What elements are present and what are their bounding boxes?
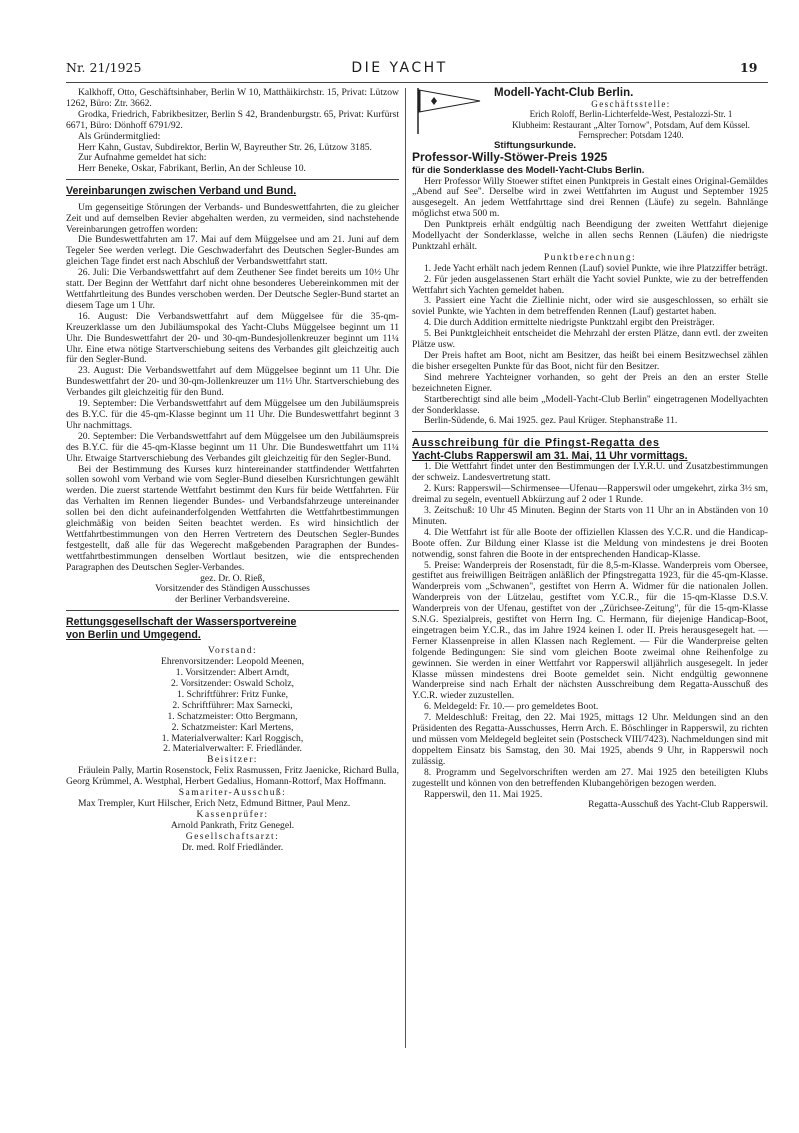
officer-line: 1. Materialverwalter: Karl Roggisch, (161, 732, 304, 744)
arzt-name: Dr. med. Rolf Friedländer. (181, 841, 284, 853)
rule-item: Startberechtigt sind alle beim „Modell-Yacht-Club Berlin" eingetragenen Modellyachten der Sonderklasse. (412, 393, 768, 416)
officer-line: 2. Schriftführer: Max Sarnecki, (172, 699, 293, 711)
rule-item: Der Preis haftet am Boot, nicht am Besitzer, das heißt bei einem Besitzwechsel zählen die bisher ersegelten Punkte für das Boot, nicht für den Besitzer. (412, 350, 768, 372)
signature-line: der Berliner Verbandsvereine. (175, 594, 290, 606)
regatta-item: 7. Meldeschluß: Freitag, den 22. Mai 1925, mittags 12 Uhr. Meldungen sind an den Präsidenten des Regatta-Ausschusses, Herrn Arch. E. Böschlinger in Rapperswil, zu richten und müssen vom Meldegeld begleitet sein (Postscheck VIII/7423). Nachmeldungen sind mit doppeltem Einsatz bis Samstag, den 30. Mai 1925, abends 9 Uhr, in Rapperswil noch zulässig. (412, 712, 768, 767)
rule-item: 5. Bei Punktgleichheit entscheidet die Mehrzahl der ersten Plätze, dann evtl. der zweiten Plätze usw. (412, 328, 768, 351)
issue-number: Nr. 21/1925 (66, 60, 142, 75)
kassen-label: Kassenprüfer: (196, 808, 269, 820)
right-column (412, 88, 768, 811)
kassen-list: Arnold Pankrath, Fritz Genegel. (170, 819, 295, 831)
regatta-date: Rapperswil, den 11. Mai 1925. (424, 788, 543, 800)
prize-signature: Berlin-Südende, 6. Mai 1925. gez. Paul Krüger. Stephanstraße 11. (424, 415, 678, 427)
officer-line: 1. Schatzmeister: Otto Bergmann, (167, 710, 298, 722)
signature-line: gez. Dr. O. Rieß, (200, 572, 265, 584)
section-title-rettung-2: von Berlin und Umgegend. (66, 628, 201, 641)
founder-label: Als Gründermitglied: (78, 130, 161, 142)
paragraph: Herr Professor Willy Stoewer stiftet einen Punktpreis in Gestalt eines Original-Gemäldes „Abend auf See". Derselbe wird in zwei Wettfahrten im August und September 1925 ausgesegelt. An jedem Wettfahrttage sind drei Rennen (Läufe) zu segeln. Bahnlänge möglichst etwa 500 m. (412, 175, 768, 220)
paragraph: 23. August: Die Verbandswettfahrt auf dem Müggelsee beginnt um 11 Uhr. Die Bundeswettfahrt der 20- und 30-qm-Jollenkreuzer um 11½ Uhr. Startverschiebung des Verbandes gilt gleichzeitig für den Bund. (66, 365, 399, 399)
club-header (412, 88, 768, 151)
rule-item: 3. Passiert eine Yacht die Ziellinie nicht, oder wird sie ausgeschlossen, so erhält sie soviel Punkte, wie Yachten in dem betreffenden Rennen (Lauf) gestartet haben. (412, 295, 768, 318)
prize-title: Professor-Willy-Stöwer-Preis 1925 (412, 150, 608, 164)
rule-item: 2. Für jeden ausgelassenen Start erhält die Yacht soviel Punkte, wie zu der betreffenden Wettfahrt sich Yachten gemeldet haben. (412, 273, 768, 296)
regatta-item: 1. Die Wettfahrt findet unter den Bestimmungen der I.Y.R.U. und Zusatzbestimmungen der schweiz. Landesvertretung statt. (412, 461, 768, 484)
officer-line: 2. Vorsitzender: Oswald Scholz, (170, 678, 294, 689)
paragraph: Bei der Bestimmung des Kurses kurz hintereinander stattfindender Wettfahrten sollen sowohl vom Verband wie vom Segler-Bund dieselben Kursrichtungen gewählt werden. Die zuerst startende Wettfahrt bestimmt den Kurs für beide Wettfahrten. Für das Verhalten im Rennen liegender Bundes- und Verbandsfahrzeuge untereinander sollen bei den dicht aufeinanderfolgenden Wettfahrten die Wettfahrtbestimmungen gleichmäßig von beiden Seiten beachtet werden. Es wird hinsichtlich der Wettfahrtbestimmungen von den Herren Vertretern des Deutschen Segler-Bundes festgestellt, daß alle für das Wegerecht maßgebenden Paragraphen der Bundes-wettfahrtbestimmungen denselben Wortlaut besitzen, wie die entsprechenden Paragraphen des Deutschen Segler-Verbandes. (66, 463, 399, 573)
section-rule (66, 610, 399, 611)
vorstand-label: Vorstand: (207, 645, 258, 657)
beisitzer-list: Fräulein Pally, Martin Rosenstock, Felix Rasmussen, Fritz Jaenicke, Richard Bulla, Georg Krümmel, A. Westphal, Herbert Gedalius, Homann-Rottorf, Max Hoffmann. (66, 765, 399, 788)
admit-entry: Herr Beneke, Oskar, Fabrikant, Berlin, An der Schleuse 10. (78, 163, 306, 175)
regatta-item: 6. Meldegeld: Fr. 10.— pro gemeldetes Boot. (424, 701, 599, 713)
regatta-item: 5. Preise: Wanderpreis der Rosenstadt, für die 8,5-m-Klasse. Wanderpreis vom Obersee, gestiftet aus freiwilligen Beiträgen anläßlich der Pfingstregatta 1923, für die 45-qm-Klasse. Wanderpreis vom „Schwanen", gestiftet von Herrn A. Widmer für die nationalen Jollen. Wanderpreis von der Lützelau, gestiftet vom Y.C.R., für die 15-qm-Klasse D.S.V. Wanderpreis von der Ufenau, gestiftet von der „Zürichsee-Zeitung", für die 15-qm-Klasse S.N.G. Spezialpreis, gestiftet von Herrn Ing. C. Hermann, für diejenige Handicap-Boot, eingetragen beim Y.C.R., das im Jahre 1924 keinen I. oder II. Preis herausgesegelt hat. — Ferner Klassenpreise in allen Klassen nach Reglement. — Für die Wanderpreise gelten folgende Bedingungen: Sie sind vom gleichen Boote zweimal ohne Reihenfolge zu gewinnen. Sie werden in einer Wettfahrt vor Rapperswil alljährlich ausgesegelt. In jeder Klasse müssen mindestens drei Boote gemeldet sein. Nicht endgültig gewonnene Wanderpreise sind nach Erhalt der nächsten Ausschreibung dem Regatta-Ausschuß des Y.C.R. wieder zuzustellen. (412, 559, 768, 702)
founder-entry: Herr Kahn, Gustav, Subdirektor, Berlin W, Bayreuther Str. 26, Lützow 3185. (78, 141, 372, 153)
member-entry: Grodka, Friedrich, Fabrikbesitzer, Berlin S 42, Brandenburgstr. 65, Privat: Kurfürst 6671, Büro: Dönhoff 6791/92. (66, 108, 399, 131)
regatta-title: Ausschreibung für die Pfingst-Regatta des (412, 437, 660, 450)
paragraph: 19. September: Die Verbandswettfahrt auf dem Müggelsee um den Jubiläumspreis des B.Y.C. für die 45-qm-Klasse beginnt um 11 Uhr. Die Bundeswettfahrt beginnt 3 Uhr nachmittags. (66, 398, 399, 431)
paragraph: 16. August: Die Verbandswettfahrt auf dem Müggelsee für die 35-qm-Kreuzerklasse um den Jubiläumspokal des Yacht-Clubs Müggelsee beginnt um 11 Uhr. Die Bundeswettfahrt der 20- und 30-qm-Bundesjollenkreuzer beginnt um 11¼ Uhr. Eine etwa nötige Startverschiebung seitens des Verbandes gilt gleichzeitig auch für den Segler-Bund. (66, 310, 399, 366)
regatta-item: 3. Zeitschuß: 10 Uhr 45 Minuten. Beginn der Starts von 11 Uhr an in Abständen von 10 Minuten. (412, 504, 768, 527)
officer-line: 1. Vorsitzender: Albert Arndt, (175, 667, 290, 679)
section-rule (66, 179, 399, 180)
regatta-title-2: Yacht-Clubs Rapperswil am 31. Mai, 11 Uhr vormittags. (412, 449, 688, 462)
section-title-rettung: Rettungsgesellschaft der Wassersportvereine (66, 616, 297, 629)
samariter-list: Max Trempler, Kurt Hilscher, Erich Netz, Edmund Bittner, Paul Menz. (78, 797, 351, 809)
stiftung-label: Stiftungsurkunde. (494, 139, 577, 151)
officer-line: 2. Materialverwalter: F. Friedländer. (163, 743, 302, 755)
left-column (66, 88, 399, 854)
officer-line: 1. Schriftführer: Fritz Funke, (176, 688, 289, 700)
header-rule (66, 82, 768, 83)
rule-item: 1. Jede Yacht erhält nach jedem Rennen (Lauf) soviel Punkte, wie ihre Platzziffer beträgt. (424, 262, 768, 274)
rule-item: Sind mehrere Yachteigner vorhanden, so geht der Preis an den an erster Stelle bezeichneten Eigner. (412, 371, 768, 394)
paragraph: Um gegenseitige Störungen der Verbands- und Bundeswettfahrten, die zu gleicher Zeit und auf demselben Revier abgehalten werden, zu vermeiden, sind nachstehende Vereinbarungen getroffen worden: (66, 201, 399, 235)
arzt-label: Gesellschaftsarzt: (185, 830, 280, 842)
beisitzer-label: Beisitzer: (207, 754, 258, 766)
office-label: Geschäftsstelle: (591, 98, 671, 109)
regatta-item: 8. Programm und Segelvorschriften werden am 27. Mai 1925 den beteiligten Klubs zugestellt und können von den betreffenden Klubangehörigen bezogen werden. (412, 766, 768, 789)
paragraph: 26. Juli: Die Verbandswettfahrt auf dem Zeuthener See findet bereits um 10½ Uhr statt. Der Beginn der Wettfahrt darf nicht ohne besonderes Uebereinkommen mit der Wettfahrtleitung des Bundes verschoben werden. Der Deutsche Segler-Bund startet an diesem Tage um 1 Uhr. (66, 267, 399, 311)
signature-line: Vorsitzender des Ständigen Ausschusses (155, 583, 310, 595)
regatta-signature: Regatta-Ausschuß des Yacht-Club Rapperswil. (588, 799, 768, 811)
samariter-label: Samariter-Ausschuß: (178, 787, 287, 799)
paragraph: 20. September: Die Verbandswettfahrt auf dem Müggelsee um den Jubiläumspreis des B.Y.C. für die 45-qm-Klasse beginnt um 11 Uhr. Die Bundeswettfahrt um 11¼ Uhr. Etwaige Startverschiebung des Verbandes gilt gleichzeitig für den Segler-Bund. (66, 430, 399, 464)
section-rule (412, 431, 768, 432)
member-entry: Kalkhoff, Otto, Geschäftsinhaber, Berlin W 10, Matthäikirchstr. 15, Privat: Lützow 1262, Büro: Ztr. 3662. (66, 87, 399, 109)
punkt-label: Punktberechnung: (543, 251, 637, 263)
office-address: Erich Roloff, Berlin-Lichterfelde-West, Pestalozzi-Str. 1 (529, 109, 733, 119)
prize-subtitle: für die Sonderklasse des Modell-Yacht-Clubs Berlin. (412, 164, 645, 175)
journal-title: DIE YACHT (351, 60, 448, 76)
column-divider (405, 88, 406, 1048)
admit-label: Zur Aufnahme gemeldet hat sich: (78, 152, 207, 164)
clubhouse-info: Klubheim: Restaurant „Alter Tornow", Potsdam, Auf dem Küssel. Fernsprecher: Potsdam 1240. (512, 119, 750, 140)
paragraph: Die Bundeswettfahrten am 17. Mai auf dem Müggelsee und am 21. Juni auf dem Tegeler See werden verlegt. Die Geschwaderfahrt des Deutschen Segler-Bundes am gleichen Tage findet erst nach Abschluß der Verbandswettfahrt statt. (66, 234, 399, 268)
page-number: 19 (740, 60, 758, 75)
officer-line: Ehrenvorsitzender: Leopold Meenen, (160, 656, 305, 668)
regatta-item: 4. Die Wettfahrt ist für alle Boote der offiziellen Klassen des Y.C.R. und die Handicap-Boote offen. Zur Bildung einer Klasse ist die Meldung von mindestens je drei Booten notwendig, sonst fahren die Boote in der entsprechenden Handicap-Klasse. (412, 526, 768, 560)
rule-item: 4. Die durch Addition ermittelte niedrigste Punktzahl ergibt den Preisträger. (424, 317, 715, 329)
club-name: Modell-Yacht-Club Berlin. (494, 87, 634, 99)
paragraph: Den Punktpreis erhält endgültig nach Beendigung der zweiten Wettfahrt diejenige Modellyacht der Sonderklasse, welche in allen sechs Rennen (Läufen) die niedrigste Punktzahl erhält. (412, 219, 768, 252)
section-title-vereinbarungen: Vereinbarungen zwischen Verband und Bund. (66, 185, 297, 198)
officer-line: 2. Schatzmeister: Karl Mertens, (171, 721, 294, 733)
club-burgee-icon (414, 86, 484, 136)
regatta-item: 2. Kurs: Rapperswil—Schirmensee—Ufenau—Rapperswil oder umgekehrt, zirka 3½ sm, dreimal zu segeln, eventuell Abkürzung auf 2 oder 1 Runde. (412, 483, 768, 506)
